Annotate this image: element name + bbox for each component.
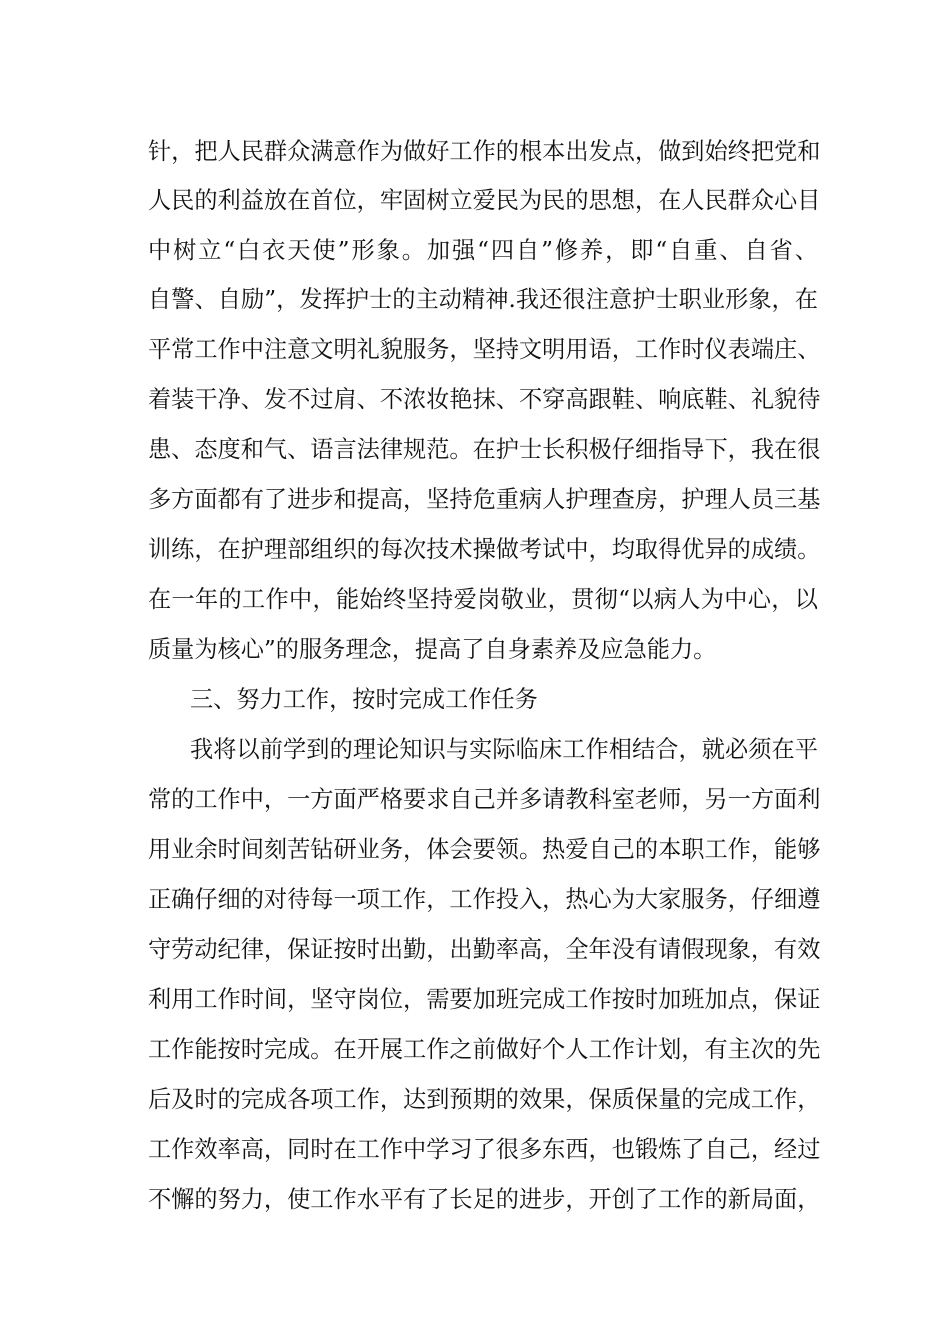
text-line: 工作效率高，同时在工作中学习了很多东西，也锻炼了自己，经过 [148, 1136, 821, 1163]
text-line: 训练，在护理部组织的每次技术操做考试中，均取得优异的成绩。 [148, 536, 821, 563]
section-heading: 三、努力工作，按时完成工作任务 [190, 686, 538, 713]
text-line: 守劳动纪律，保证按时出勤，出勤率高，全年没有请假现象，有效 [148, 936, 821, 963]
text-line: 后及时的完成各项工作，达到预期的效果，保质保量的完成工作， [148, 1086, 821, 1113]
text-line: 常的工作中，一方面严格要求自己并多请教科室老师，另一方面利 [148, 786, 821, 813]
text-line: 质量为核心”的服务理念，提高了自身素养及应急能力。 [148, 636, 717, 663]
text-line: 中树立“白衣天使”形象。加强“四自”修养，即“自重、自省、 [148, 237, 818, 264]
text-line: 不懈的努力，使工作水平有了长足的进步，开创了工作的新局面， [148, 1186, 821, 1213]
text-line: 着装干净、发不过肩、不浓妆艳抹、不穿高跟鞋、响底鞋、礼貌待 [148, 386, 821, 413]
text-line: 自警、自励”，发挥护士的主动精神.我还很注意护士职业形象，在 [148, 286, 818, 313]
text-line: 人民的利益放在首位，牢固树立爱民为民的思想，在人民群众心目 [148, 187, 821, 214]
text-line: 正确仔细的对待每一项工作，工作投入，热心为大家服务，仔细遵 [148, 886, 821, 913]
paragraph-first-line: 我将以前学到的理论知识与实际临床工作相结合，就必须在平 [190, 736, 818, 763]
text-line: 多方面都有了进步和提高，坚持危重病人护理查房，护理人员三基 [148, 486, 821, 513]
text-line: 工作能按时完成。在开展工作之前做好个人工作计划，有主次的先 [148, 1036, 821, 1063]
text-line: 用业余时间刻苦钻研业务，体会要领。热爱自己的本职工作，能够 [148, 836, 821, 863]
text-line: 平常工作中注意文明礼貌服务，坚持文明用语，工作时仪表端庄、 [148, 336, 821, 363]
text-line: 利用工作时间，坚守岗位，需要加班完成工作按时加班加点，保证 [148, 986, 821, 1013]
text-line: 患、态度和气、语言法律规范。在护士长积极仔细指导下，我在很 [148, 436, 821, 463]
text-line: 在一年的工作中，能始终坚持爱岗敬业，贯彻“以病人为中心，以 [148, 586, 818, 613]
text-line: 针，把人民群众满意作为做好工作的根本出发点，做到始终把党和 [148, 138, 821, 165]
